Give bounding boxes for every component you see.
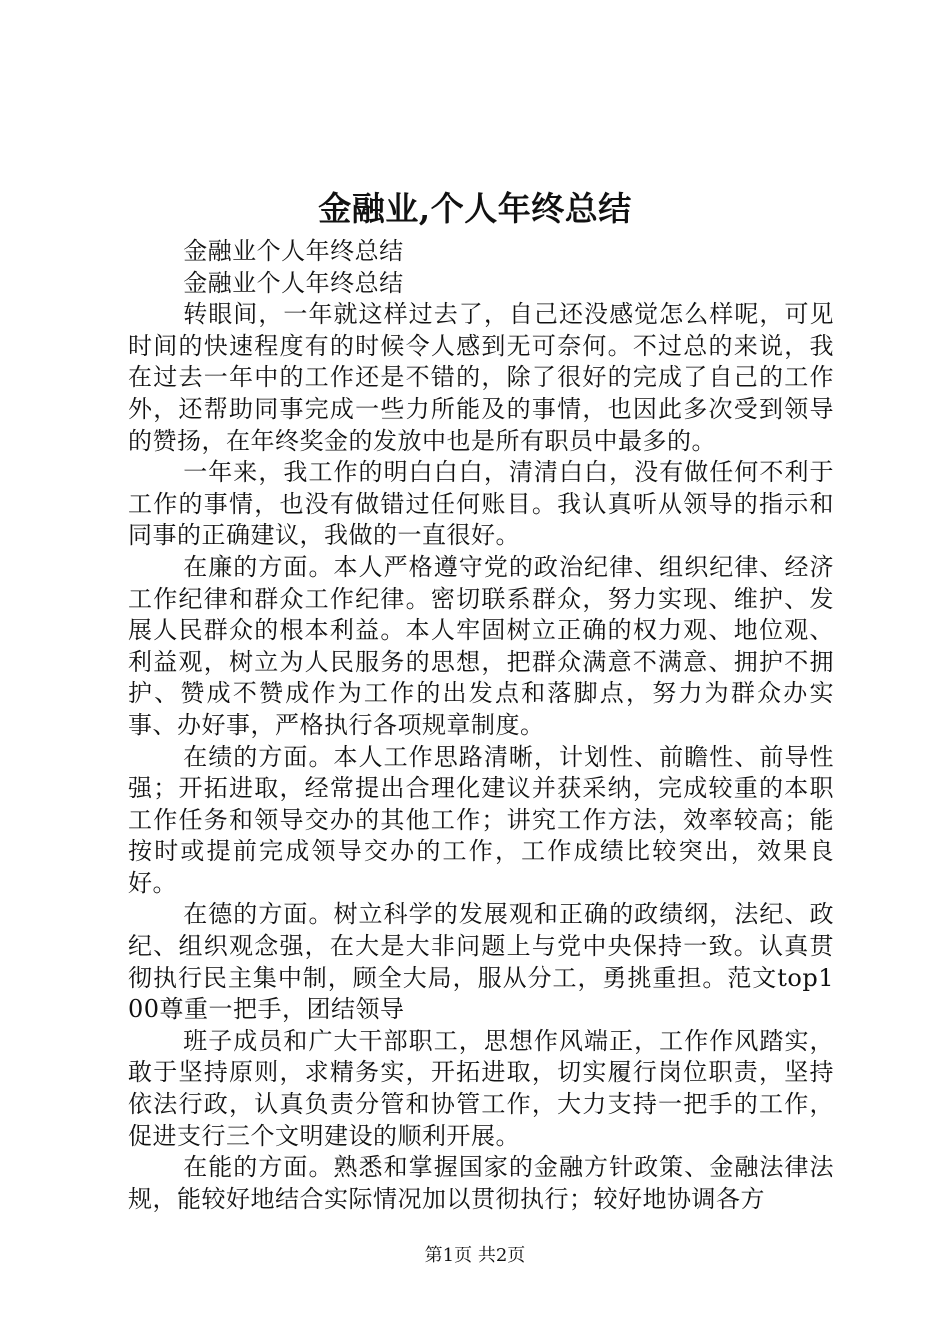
page-footer: 第1页 共2页	[424, 1245, 526, 1266]
body-paragraph: 在德的方面。树立科学的发展观和正确的政绩纲，法纪、政纪、组织观念强，在大是大非问题上与党中央保持一致。认真贯彻执行民主集中制，顾全大局，服从分工，勇挑重担。范文top100尊重一把手，团结领导	[128, 900, 834, 1024]
body-paragraph: 一年来，我工作的明白白白，清清白白，没有做任何不利于工作的事情，也没有做错过任何账目。我认真听从领导的指示和同事的正确建议，我做的一直很好。	[128, 458, 834, 550]
body-paragraph: 在能的方面。熟悉和掌握国家的金融方针政策、金融法律法规，能较好地结合实际情况加以贯彻执行；较好地协调各方	[128, 1153, 834, 1213]
body-paragraph: 班子成员和广大干部职工，思想作风端正，工作作风踏实，敢于坚持原则，求精务实，开拓进取，切实履行岗位职责，坚持依法行政，认真负责分管和协管工作，大力支持一把手的工作，促进支行三个文明建设的顺利开展。	[128, 1026, 834, 1150]
body-paragraph: 在绩的方面。本人工作思路清晰，计划性、前瞻性、前导性强；开拓进取，经常提出合理化建议并获采纳，完成较重的本职工作任务和领导交办的其他工作；讲究工作方法，效率较高；能按时或提前完成领导交办的工作，工作成绩比较突出，效果良好。	[128, 742, 834, 897]
document-title: 金融业,个人年终总结	[318, 189, 632, 228]
body-paragraph: 在廉的方面。本人严格遵守党的政治纪律、组织纪律、经济工作纪律和群众工作纪律。密切联系群众，努力实现、维护、发展人民群众的根本利益。本人牢固树立正确的权力观、地位观、利益观，树立为人民服务的思想，把群众满意不满意、拥护不拥护、赞成不赞成作为工作的出发点和落脚点，努力为群众办实事、办好事，严格执行各项规章制度。	[128, 552, 834, 739]
subtitle-line: 金融业个人年终总结	[183, 237, 404, 265]
body-paragraph: 转眼间，一年就这样过去了，自己还没感觉怎么样呢，可见时间的快速程度有的时候令人感到无可奈何。不过总的来说，我在过去一年中的工作还是不错的，除了很好的完成了自己的工作外，还帮助同事完成一些力所能及的事情，也因此多次受到领导的赞扬，在年终奖金的发放中也是所有职员中最多的。	[128, 300, 834, 455]
subtitle-line: 金融业个人年终总结	[183, 268, 404, 297]
document-body	[128, 236, 834, 1215]
